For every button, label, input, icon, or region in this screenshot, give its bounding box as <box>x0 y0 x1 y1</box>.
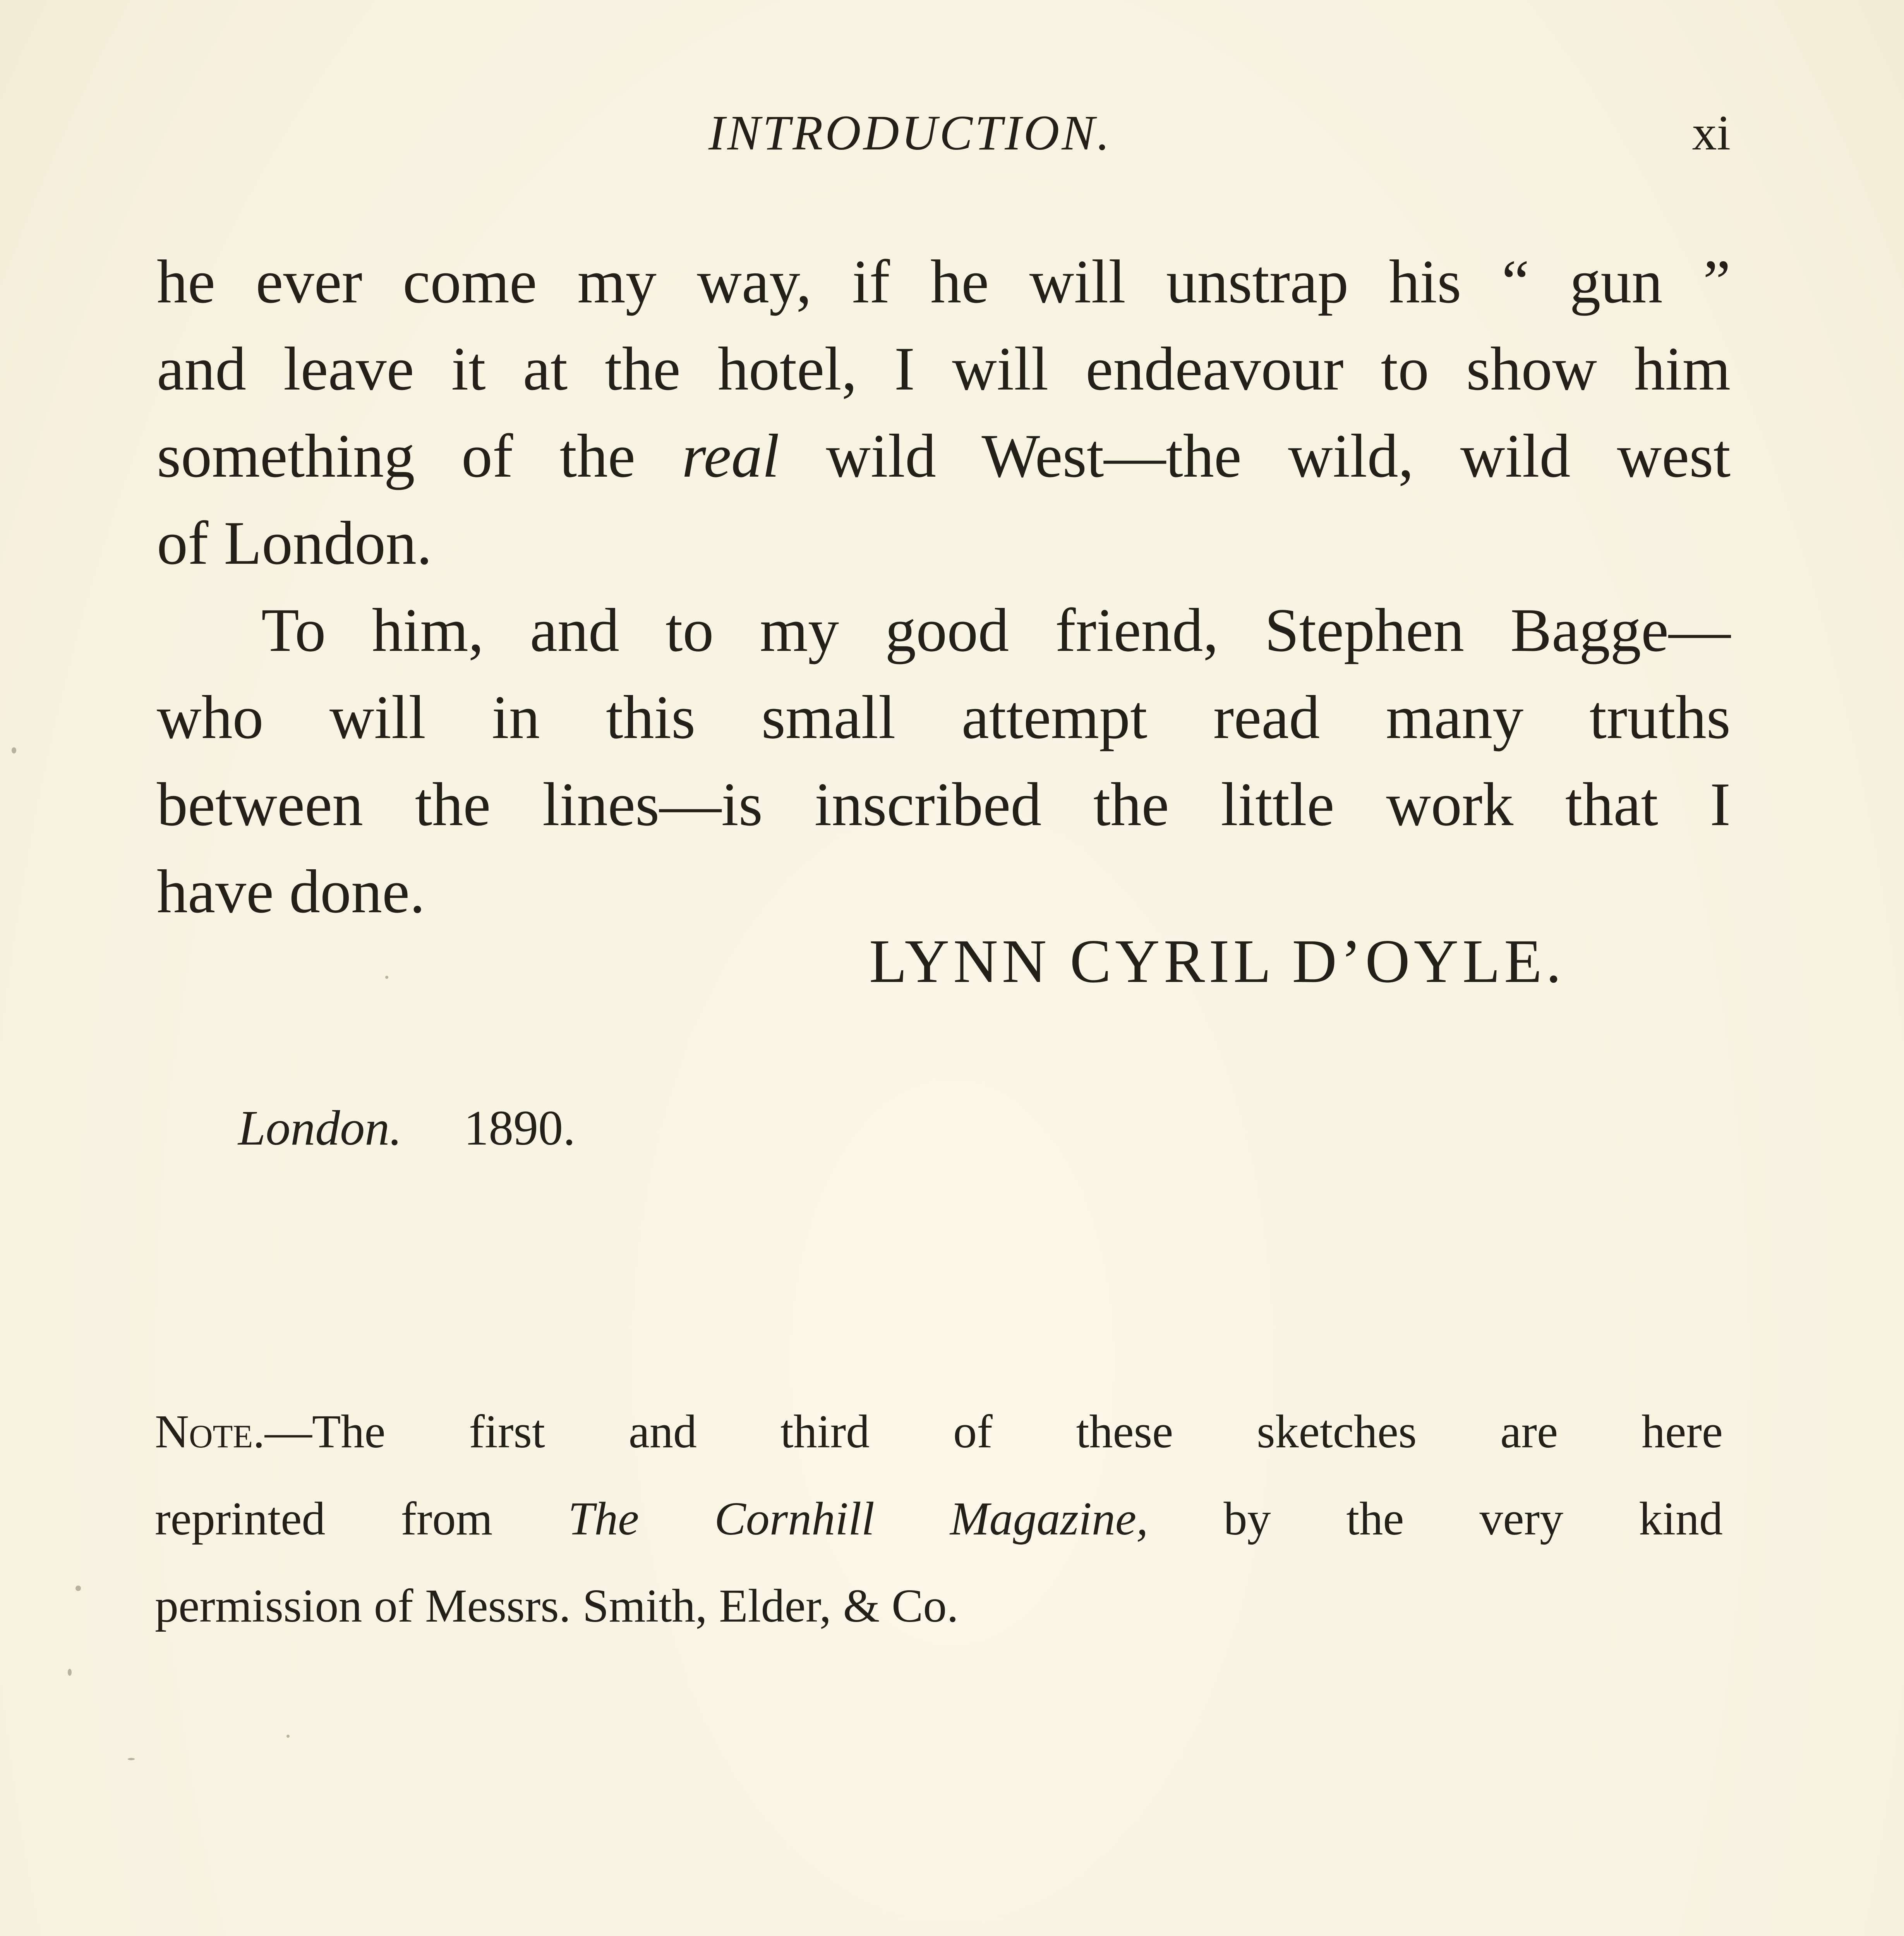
running-title: INTRODUCTION. <box>708 105 1112 160</box>
text-line <box>157 412 1731 499</box>
note-line: permission of Messrs. Smith, Elder, & Co. <box>155 1580 959 1632</box>
text-line: of London. <box>157 508 432 577</box>
paper-speck <box>385 976 388 979</box>
text-span: wild West—the wild, wild west <box>779 421 1731 490</box>
text-line: between the lines—is inscribed the little work that I <box>157 770 1731 839</box>
text-span: —The first and third of these sketches are here <box>264 1406 1723 1458</box>
author-signature: LYNN CYRIL D’OYLE. <box>869 927 1565 995</box>
paper-speck <box>75 1586 81 1591</box>
text-span: by the very kind <box>1148 1493 1723 1545</box>
italic-word: real <box>682 421 780 490</box>
year: 1890. <box>464 1100 576 1155</box>
paper-speck <box>68 1669 72 1676</box>
text-line: To him, and to my good friend, Stephen Bagge— <box>261 596 1731 664</box>
text-span: reprinted from <box>155 1493 568 1545</box>
note-line <box>155 1400 1723 1487</box>
paper-speck <box>12 747 16 753</box>
body-text <box>157 238 1731 935</box>
page-header <box>155 105 1731 174</box>
footnote <box>155 1400 1723 1661</box>
place-date <box>238 1100 575 1157</box>
paper-speck <box>286 1735 290 1738</box>
place: London. <box>238 1100 402 1155</box>
note-line <box>155 1487 1723 1574</box>
text-line: he ever come my way, if he will unstrap his “ gun ” <box>157 247 1731 316</box>
text-line: who will in this small attempt read many truths <box>157 683 1731 752</box>
text-line: have done. <box>157 857 425 926</box>
paper-speck <box>128 1758 135 1760</box>
text-line: and leave it at the hotel, I will endeavour to show him <box>157 334 1731 403</box>
text-span: something of the <box>157 421 682 490</box>
page-number: xi <box>1692 105 1731 160</box>
note-label: Note. <box>155 1406 265 1458</box>
italic-title: The Cornhill Magazine, <box>568 1493 1148 1545</box>
